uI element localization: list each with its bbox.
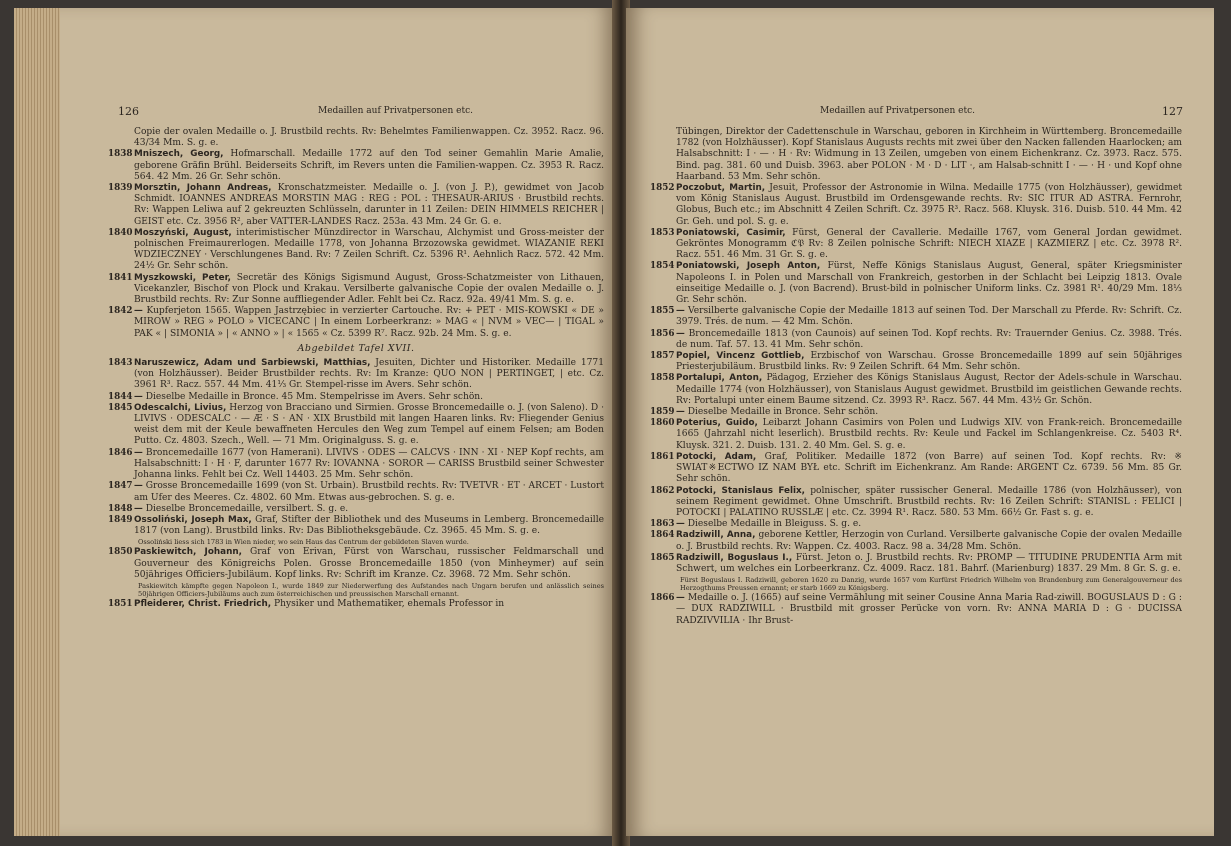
- entry-number: 1854: [650, 261, 675, 272]
- entry-name: —: [676, 593, 685, 604]
- entry-text: Dieselbe Medaille in Bronce. 45 Mm. Stempelrisse im Avers. Sehr schön.: [145, 391, 484, 402]
- entry-text: Erzbischof von Warschau. Grosse Broncemedaille 1899 auf sein 50jähriges Priesterjubiläum. Brustbild links. Rv: 9 Zeilen Schrift. 64 Mm. Sehr schön.: [676, 351, 1182, 373]
- catalog-entry: [108, 306, 604, 340]
- catalog-entry: [108, 392, 604, 403]
- catalog-entry: [108, 547, 604, 581]
- catalog-entry: [650, 407, 1182, 418]
- page-number: 127: [1162, 105, 1183, 118]
- catalog-entry: [108, 149, 604, 183]
- entry-name: Mniszech, Georg,: [134, 149, 224, 160]
- continuation-text: Copie der ovalen Medaille o. J. Brustbild rechts. Rv: Behelmtes Familienwappen. Cz. 3952. Racz. 96. 43/34 Mm. S. g. e.: [134, 127, 604, 149]
- entry-name: —: [676, 407, 685, 418]
- entry-number: 1847: [108, 481, 133, 492]
- entry-text: Versilberte galvanische Copie der Medaille 1813 auf seinen Tod. Der Marschall zu Pferde. Rv: Schrift. Cz. 3979. Trés. de num. — 42 Mm. Schön.: [676, 306, 1182, 328]
- entry-text: interimistischer Münzdirector in Warschau, Alchymist und Gross-meister der polnischen Freimaurerlogen. Medaille 1778, von Johanna Brzozowska gewidmet. WIAZANIE REKI WDZIECZNEY · Verschlungenes Band. Rv: 7 Zeilen Schrift. Cz. 5396 R¹. Aehnlich Racz. 572. 42 Mm. 24½ Gr. Sehr schön.: [134, 227, 604, 272]
- running-head: Medaillen auf Privatpersonen etc.: [318, 106, 473, 116]
- entry-number: 1856: [650, 328, 675, 339]
- entry-list: [108, 599, 604, 610]
- entry-text: Dieselbe Medaille in Bronce. Sehr schön.: [687, 407, 879, 418]
- entry-number: 1848: [108, 503, 133, 514]
- catalog-entry: [108, 448, 604, 482]
- running-head: Medaillen auf Privatpersonen etc.: [820, 106, 975, 116]
- entry-list: [108, 358, 604, 537]
- entry-name: Paskiewitch, Johann,: [134, 547, 242, 558]
- catalog-entry: [108, 183, 604, 228]
- entry-name: Potocki, Stanislaus Felix,: [676, 485, 806, 496]
- entry-name: Morsztin, Johann Andreas,: [134, 183, 272, 194]
- catalog-entry: [650, 373, 1182, 407]
- entry-name: Poniatowski, Casimir,: [676, 227, 786, 238]
- entry-number: 1852: [650, 183, 675, 194]
- entry-name: Odescalchi, Livius,: [134, 402, 227, 413]
- entry-text: Broncemedaille 1813 (von Caunois) auf seinen Tod. Kopf rechts. Rv: Trauernder Genius. Cz. 3988. Trés. de num. Taf. 57. 13. 41 Mm. Sehr schön.: [676, 328, 1182, 350]
- entry-text: Graf, Stifter der Bibliothek und des Museums in Lemberg. Broncemedaille 1817 (von Lang). Brustbild links. Rv: Das Bibliotheksgebäude. Cz. 3965. 45 Mm. S. g. e.: [134, 514, 604, 537]
- entry-name: Radziwill, Anna,: [676, 530, 756, 541]
- catalog-entry: [650, 452, 1182, 486]
- entry-text: Graf von Erivan, Fürst von Warschau, russischer Feldmarschall und Gouverneur des Königreichs Polen. Grosse Broncemedaille 1850 (von Minheymer) auf sein 50jähriges Officiers-Jubiläum. Kopf links. Rv: Schrift im Kranze. Cz. 3968. 72 Mm. Sehr schön.: [134, 547, 604, 580]
- entry-text: Fürst, General der Cavallerie. Medaille 1767, vom General Jordan gewidmet. Gekröntes Monogramm ℭ𝔓 Rv: 8 Zeilen polnische Schrift: NIECH XIAZE | KAZMIERZ | etc. Cz. 3978 R². Racz. 551. 46 Mm. 31 Gr. S. g. e.: [676, 227, 1182, 261]
- entry-name: Ossoliński, Joseph Max,: [134, 514, 252, 525]
- entry-name: Moszyński, August,: [134, 227, 232, 238]
- entry-number: 1846: [108, 447, 133, 458]
- entry-number: 1839: [108, 183, 133, 194]
- entry-text: Physiker und Mathematiker, ehemals Professor in: [274, 598, 505, 609]
- entry-text: Kupferjeton 1565. Wappen Jastrzębiec in verzierter Cartouche. Rv: + PET · MIS-KOWSKI « DE » MIROW » REG » POLO » VICECANC | In einem Lorbeerkranz: » MAG « | NVM » VEC— | TIGAL » PAK « | SIMONIA » | « ANNO » | « 1565 « Cz. 5399 R⁷. Racz. 92b. 24 Mm. S. g. e.: [134, 306, 604, 339]
- entry-number: 1862: [650, 485, 675, 496]
- entry-name: —: [134, 447, 143, 458]
- entry-number: 1843: [108, 358, 133, 369]
- entry-list: [650, 183, 1182, 575]
- entry-name: Radziwill, Boguslaus I.,: [676, 552, 793, 563]
- entry-list: [108, 149, 604, 339]
- entry-number: 1861: [650, 451, 675, 462]
- footnote: Fürst Boguslaus I. Radziwill, geboren 1620 zu Danzig, wurde 1657 vom Kurfürst Friedrich Wilhelm von Brandenburg zum Generalgouverneur des Herzogthums Preussen ernannt; er starb 1669 zu Königsberg.: [680, 576, 1182, 593]
- entry-name: —: [134, 306, 143, 317]
- catalog-entry: [650, 530, 1182, 552]
- entry-number: 1858: [650, 373, 675, 384]
- entry-name: Potocki, Adam,: [676, 451, 757, 462]
- entry-text: Dieselbe Broncemedaille, versilbert. S. g. e.: [145, 503, 349, 514]
- entry-text: polnischer, später russischer General. Medaille 1786 (von Holzhäusser), von seinem Regiment gewidmet. Ohne Umschrift. Brustbild rechts. Rv: 16 Zeilen Schrift: STANISL : FELICI | POTOCKI | PALATINO RUSSLÆ | etc. Cz. 3994 R¹. Racz. 580. 53 Mm. 66½ Gr. Fast s. g. e.: [676, 485, 1182, 518]
- catalog-entry: [108, 228, 604, 273]
- entry-text: Secretär des Königs Sigismund August, Gross-Schatzmeister von Lithauen, Vicekanzler, Bischof von Plock und Krakau. Versilberte galvanische Copie der ovalen Medaille o. J. Brustbild rechts. Rv: Zur Sonne auffliegender Adler. Fehlt bei Cz. Racz. 92a. 49/41 Mm. S. g. e.: [134, 272, 604, 306]
- entry-number: 1841: [108, 272, 133, 283]
- catalog-entry: [650, 418, 1182, 452]
- catalog-entry: [650, 306, 1182, 328]
- catalog-entry: [108, 504, 604, 515]
- entry-number: 1845: [108, 402, 133, 413]
- entry-number: 1849: [108, 514, 133, 525]
- entry-text: Grosse Broncemedaille 1699 (von St. Urbain). Brustbild rechts. Rv: TVETVR · ET · ARCET · Lustort am Ufer des Meeres. Cz. 4802. 60 Mm. Etwas aus-gebrochen. S. g. e.: [134, 481, 604, 503]
- left-page-body: [108, 127, 604, 610]
- entry-number: 1865: [650, 552, 675, 563]
- page-edges: [14, 8, 60, 836]
- entry-number: 1859: [650, 407, 675, 418]
- entry-name: Popiel, Vincenz Gottlieb,: [676, 351, 805, 362]
- entry-text: Medaille o. J. (1665) auf seine Vermählung mit seiner Cousine Anna Maria Rad-ziwill. BOGUSLAUS D : G : — DUX RADZIWILL · Brustbild mit grosser Perücke von vorn. Rv: ANNA MARIA D : G · DUCISSA RADZIVVILIA · Ihr Brust-: [676, 593, 1182, 626]
- entry-name: Poterius, Guido,: [676, 418, 758, 429]
- catalog-entry: [650, 553, 1182, 575]
- entry-number: 1844: [108, 391, 133, 402]
- footnote: Paskiewitch kämpfte gegen Napoleon I., wurde 1849 zur Niederwerfung des Aufstandes nach Ungarn berufen und anlässlich seines 50jährigen Officiers-Jubiläums auch zum österreichischen und preussischen Marschall ernannt.: [138, 581, 604, 598]
- entry-number: 1864: [650, 530, 675, 541]
- entry-text: Herzog von Bracciano und Sirmien. Grosse Broncemedaille o. J. (von Saleno). D · LIVIVS · ODESCALC · — Æ · S · AN · XIX Brustbild mit langen Haaren links. Rv: Fliegender Genius weist dem mit der Keule bewaffneten Hercules den Weg zum Tempel auf einem Felsen; am Boden Putto. Cz. 4803. Szech., Well. — 71 Mm. Originalguss. S. g. e.: [134, 402, 604, 447]
- entry-text: Jesuit, Professor der Astronomie in Wilna. Medaille 1775 (von Holzhäusser), gewidmet vom König Stanislaus August. Brustbild im Ordensgewande rechts. Rv: SIC ITUR AD ASTRA. Fernrohr, Globus, Buch etc.; im Abschnitt 4 Zeilen Schrift. Cz. 3975 R³. Racz. 568. Kluysk. 316. Duisb. 510. 44 Mm. 42 Gr. Geh. und pol. S. g. e.: [676, 183, 1182, 227]
- entry-list: [108, 547, 604, 581]
- catalog-entry: [650, 519, 1182, 530]
- entry-number: 1863: [650, 519, 675, 530]
- entry-number: 1857: [650, 351, 675, 362]
- entry-name: Myszkowski, Peter,: [134, 272, 231, 283]
- entry-text: Broncemedaille 1677 (von Hamerani). LIVIVS · ODES — CALCVS · INN · XI · NEP Kopf rechts, am Halsabschnitt: I · H · F, darunter 1677 Rv: IOVANNA · SOROR — CARISS Brustbild seiner Schwester Johanna links. Fehlt bei Cz. Well 14403. 25 Mm. Sehr schön.: [134, 447, 604, 481]
- entry-number: 1860: [650, 418, 675, 429]
- entry-text: Fürst. Jeton o. J. Brustbild rechts. Rv: PROMP — TITUDINE PRUDENTIA Arm mit Schwert, um welches ein Lorbeerkranz. Cz. 4009. Racz. 181. Bahrf. (Marienburg) 1837. 29 Mm. 8 Gr. S. g. e.: [676, 552, 1182, 574]
- continuation-text: Tübingen, Direktor der Cadettenschule in Warschau, geboren in Kirchheim in Württemberg. Broncemedaille 1782 (von Holzhäusser). Kopf Stanislaus Augusts rechts mit zwei über den Nacken fallenden Haarlocken; am Halsabschnitt: I · — · H · Rv: Widmung in 13 Zeilen, umgeben von einem Eichenkranz. Cz. 3973. Racz. 575. Bind. pag. 381. 60 und Duisb. 3963. aber POLON · M · D · LIT ·, am Halsab-schnitt I · — · H · und Kopf ohne Haarband. 53 Mm. Sehr schön.: [676, 127, 1182, 182]
- catalog-entry: [650, 261, 1182, 306]
- catalog-entry: [650, 593, 1182, 627]
- entry-number: 1838: [108, 149, 133, 160]
- right-page: [626, 8, 1214, 836]
- entry-text: Leibarzt Johann Casimirs von Polen und Ludwigs XIV. von Frank-reich. Broncemedaille 1665 (Jahrzahl nicht leserlich). Brustbild rechts. Rv: Keule und Fackel im Schlangenkreise. Cz. 5403 R⁴. Kluysk. 321. 2. Duisb. 131. 2. 40 Mm. Gel. S. g. e.: [676, 418, 1182, 451]
- catalog-entry: [650, 351, 1182, 373]
- entry-list: [650, 593, 1182, 627]
- entry-name: —: [134, 481, 143, 492]
- entry-text: Kronschatzmeister. Medaille o. J. (von J. P.), gewidmet von Jacob Schmidt. IOANNES ANDREAS MORSTIN MAG : REG : POL : THESAUR-ARIUS · Brustbild rechts. Rv: Wappen Leliwa auf 2 gekreuzten Schlüsseln, darunter in 11 Zeilen: DEIN HIMMELS REICHER | GEIST etc. Cz. 3956 R², aber VATTER-LANDES Racz. 253a. 43 Mm. 24 Gr. G. e.: [134, 183, 604, 227]
- entry-text: Dieselbe Medaille in Bleiguss. S. g. e.: [687, 519, 862, 530]
- entry-number: 1853: [650, 227, 675, 238]
- entry-text: Jesuiten, Dichter und Historiker. Medaille 1771 (von Holzhäusser). Beider Brustbilder rechts. Rv: Im Kranze: QUO NON | PERTINGET, | etc. Cz. 3961 R³. Racz. 557. 44 Mm. 41⅓ Gr. Stempel-risse im Avers. Sehr schön.: [134, 358, 604, 391]
- catalog-entry: [650, 486, 1182, 520]
- entry-name: Poniatowski, Joseph Anton,: [676, 261, 821, 272]
- left-page: [60, 8, 616, 836]
- entry-name: Portalupi, Anton,: [676, 373, 763, 384]
- catalog-entry: [108, 599, 604, 610]
- entry-name: Pfleiderer, Christ. Friedrich,: [134, 598, 272, 609]
- right-page-body: [650, 127, 1182, 627]
- catalog-entry: [650, 228, 1182, 262]
- entry-text: geborene Kettler, Herzogin von Curland. Versilberte galvanische Copie der ovalen Medaille o. J. Brustbild rechts. Rv: Wappen. Cz. 4003. Racz. 98 a. 34/28 Mm. Schön.: [676, 530, 1182, 552]
- entry-text: Graf, Politiker. Medaille 1872 (von Barre) auf seinen Tod. Kopf rechts. Rv: ※ SWIAT※ECTWO IZ NAM BYŁ etc. Schrift im Eichenkranz. Am Rande: ARGENT Cz. 6739. 56 Mm. 85 Gr. Sehr schön.: [676, 451, 1182, 485]
- footnote: Ossoliński liess sich 1783 in Wien nieder, wo sein Haus das Centrum der gebildeten Slaven wurde.: [138, 538, 469, 547]
- entry-name: Naruszewicz, Adam und Sarbiewski, Matthias,: [134, 358, 371, 369]
- catalog-entry: [650, 329, 1182, 351]
- entry-text: Fürst, Neffe Königs Stanislaus August, General, später Kriegsminister Napoleons I. in Polen und Marschall von Frankreich, gestorben in der Schlacht bei Leipzig 1813. Ovale einseitige Medaille o. J. (von Bacrend). Brust-bild in polnischer Uniform links. Cz. 3981 R¹. 40/29 Mm. 18⅓ Gr. Sehr schön.: [676, 261, 1182, 306]
- entry-text: Hofmarschall. Medaille 1772 auf den Tod seiner Gemahlin Marie Amalie, geborene Gräfin Brühl. Beiderseits Schrift, im Revers unten die Familien-wappen. Cz. 3953 R. Racz. 564. 42 Mm. 26 Gr. Sehr schön.: [134, 149, 604, 182]
- entry-name: —: [676, 306, 685, 317]
- entry-number: 1851: [108, 598, 133, 609]
- entry-name: —: [676, 519, 685, 530]
- plate-reference: Abgebildet Tafel XVII.: [297, 342, 415, 354]
- entry-name: —: [676, 328, 685, 339]
- page-number: 126: [118, 105, 139, 118]
- entry-number: 1855: [650, 306, 675, 317]
- catalog-entry: [650, 183, 1182, 228]
- catalog-entry: [108, 403, 604, 448]
- entry-number: 1842: [108, 306, 133, 317]
- entry-number: 1866: [650, 593, 675, 604]
- entry-number: 1840: [108, 227, 133, 238]
- catalog-entry: [108, 481, 604, 503]
- entry-text: Pädagog, Erzieher des Königs Stanislaus August, Rector der Adels-schule in Warschau. Medaille 1774 (von Holzhäusser), von Stanislaus August gewidmet. Brustbild im geistlichen Gewande rechts. Rv: Portalupi unter einem Baume sitzend. Cz. 3993 R³. Racz. 567. 44 Mm. 43½ Gr. Schön.: [676, 373, 1182, 406]
- catalog-entry: [108, 273, 604, 307]
- entry-name: —: [134, 503, 143, 514]
- entry-name: —: [134, 391, 143, 402]
- entry-number: 1850: [108, 547, 133, 558]
- catalog-entry: [108, 515, 604, 537]
- catalog-entry: [108, 358, 604, 392]
- entry-name: Poczobut, Martin,: [676, 183, 766, 194]
